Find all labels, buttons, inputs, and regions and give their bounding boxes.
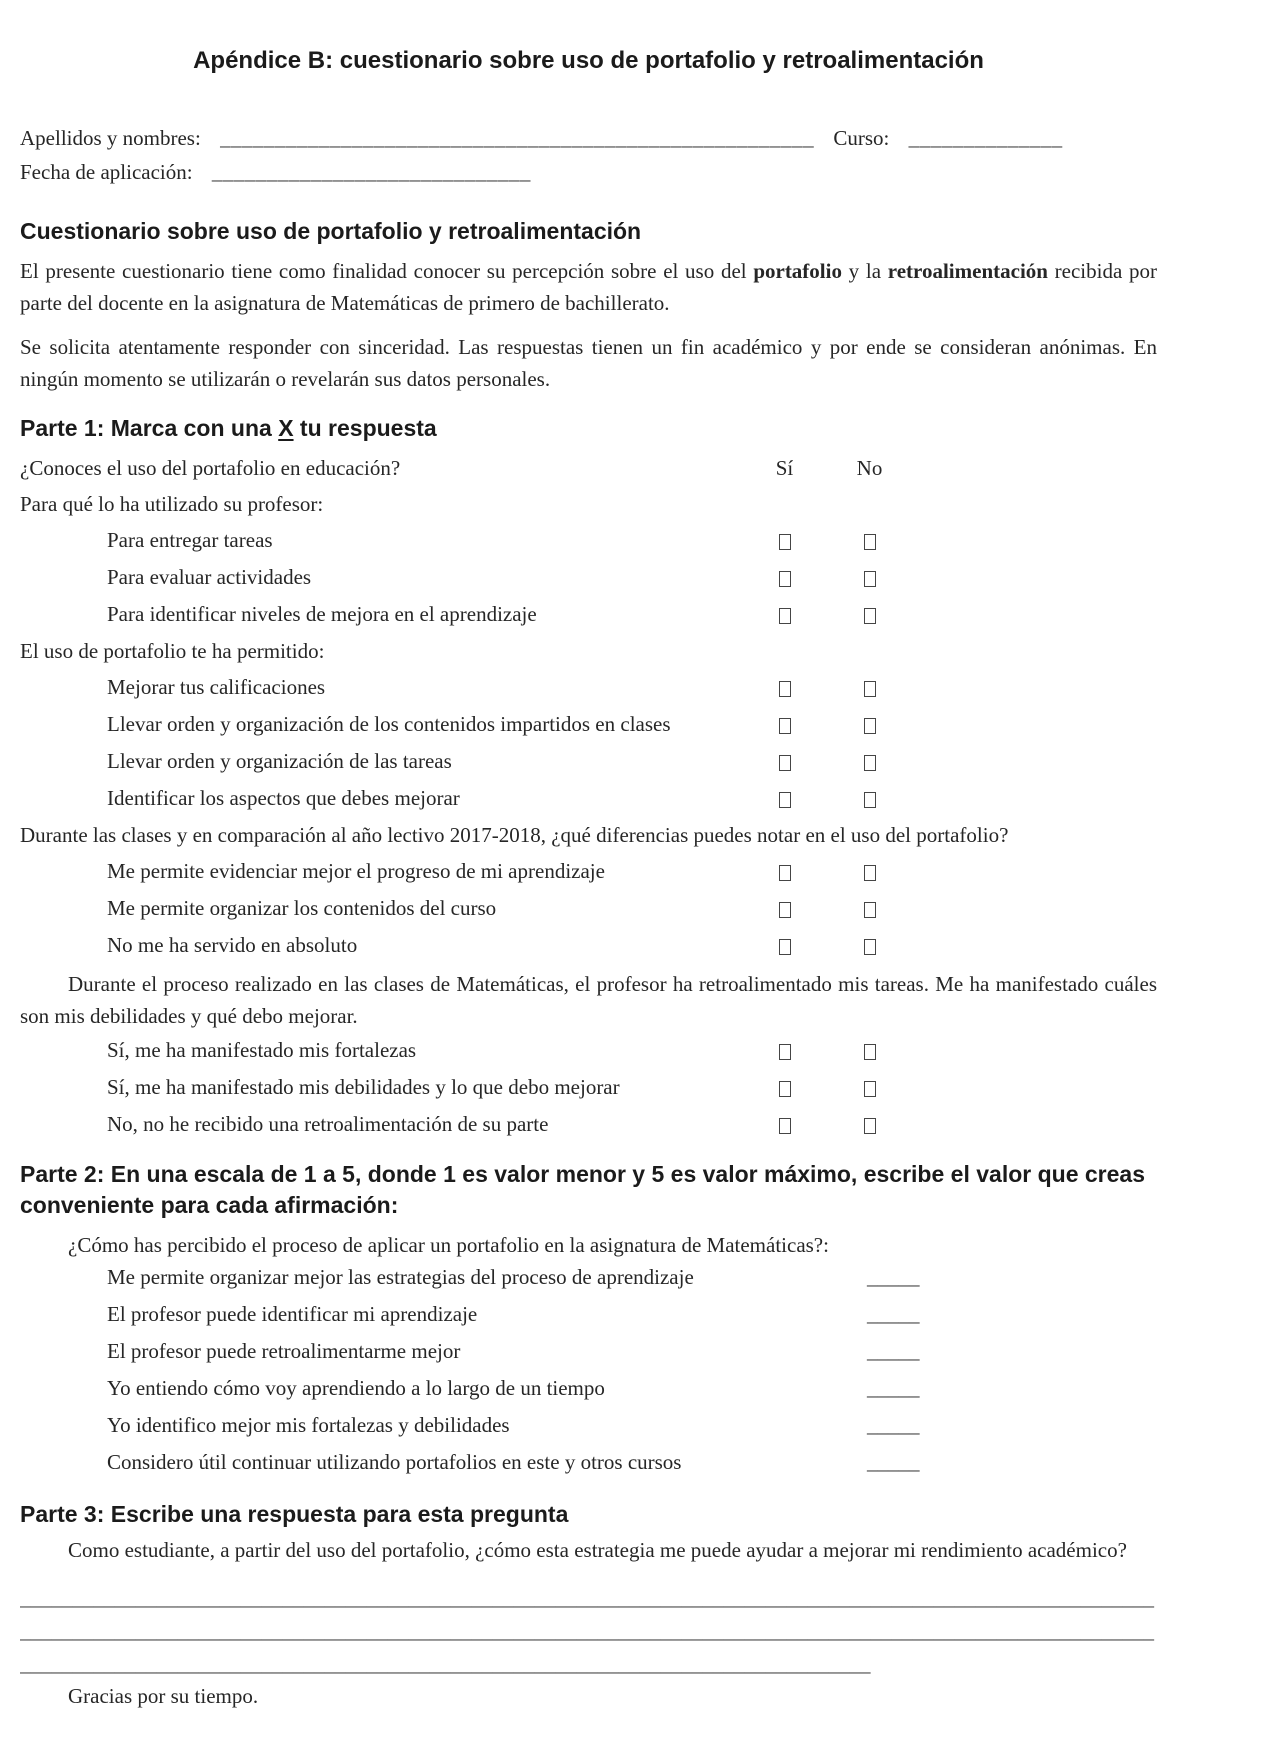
- no-column-header: No: [856, 455, 883, 480]
- question-row: [20, 1069, 1157, 1106]
- name-course-line: [20, 124, 1157, 152]
- yes-column-header: Sí: [775, 455, 794, 480]
- question-row: [20, 596, 1157, 633]
- part3-question-paragraph: Como estudiante, a partir del uso del portafolio, ¿cómo esta estrategia me puede ayudar a mejorar mi rendimiento académico?: [68, 1538, 1127, 1562]
- si-checkbox[interactable]: [779, 718, 791, 734]
- score-blank[interactable]: _____: [867, 1413, 920, 1437]
- answer-line[interactable]: ____________________________________________________________________________________________________________: [20, 1586, 1154, 1610]
- question-label: No me ha servido en absoluto: [107, 933, 358, 957]
- question-row: [20, 706, 1157, 743]
- no-checkbox[interactable]: [864, 792, 876, 808]
- question-label: Sí, me ha manifestado mis fortalezas: [107, 1038, 417, 1062]
- thanks-text: Gracias por su tiempo.: [68, 1684, 259, 1708]
- statement: El uso de portafolio te ha permitido:: [20, 638, 325, 663]
- question-row: [20, 669, 1157, 706]
- question-row: [20, 890, 1157, 927]
- question-row: [20, 853, 1157, 890]
- score-blank[interactable]: _____: [867, 1265, 920, 1289]
- scale-label: Me permite organizar mejor las estrategias del proceso de aprendizaje: [107, 1265, 694, 1289]
- si-checkbox[interactable]: [779, 534, 791, 550]
- si-checkbox[interactable]: [779, 608, 791, 624]
- si-checkbox[interactable]: [779, 755, 791, 771]
- question-row: [20, 927, 1157, 964]
- question-label: Para evaluar actividades: [107, 565, 312, 589]
- part1-feedback-paragraph: Durante el proceso realizado en las clases de Matemáticas, el profesor ha retroalimentado mis tareas. Me ha manifestado cuáles son mis debilidades y qué debo mejorar.: [20, 972, 1157, 1028]
- si-checkbox[interactable]: [779, 902, 791, 918]
- no-checkbox[interactable]: [864, 865, 876, 881]
- no-checkbox[interactable]: [864, 902, 876, 918]
- course-label: Curso:: [833, 126, 890, 150]
- bold-word-portafolio: portafolio: [753, 259, 842, 283]
- no-checkbox[interactable]: [864, 1044, 876, 1060]
- question-label: No, no he recibido una retroalimentación de su parte: [107, 1112, 549, 1136]
- si-checkbox[interactable]: [779, 865, 791, 881]
- scale-label: El profesor puede retroalimentarme mejor: [107, 1339, 461, 1363]
- no-checkbox[interactable]: [864, 534, 876, 550]
- question-row: [20, 559, 1157, 596]
- no-checkbox[interactable]: [864, 1081, 876, 1097]
- scale-row: [20, 1407, 1157, 1444]
- no-checkbox[interactable]: [864, 681, 876, 697]
- no-checkbox[interactable]: [864, 1118, 876, 1134]
- question-row: [20, 1106, 1157, 1143]
- part2-heading: Parte 2: En una escala de 1 a 5, donde 1 es valor menor y 5 es valor máximo, escribe el valor que creas conveniente para cada afirmación:: [20, 1161, 1145, 1218]
- score-blank[interactable]: _____: [867, 1339, 920, 1363]
- question-label: Me permite evidenciar mejor el progreso de mi aprendizaje: [107, 859, 605, 883]
- si-checkbox[interactable]: [779, 571, 791, 587]
- scale-label: El profesor puede identificar mi aprendizaje: [107, 1302, 478, 1326]
- question-row: [20, 743, 1157, 780]
- question-row: [20, 522, 1157, 559]
- question-label: Me permite organizar los contenidos del curso: [107, 896, 497, 920]
- bold-word-retroalimentacion: retroalimentación: [887, 259, 1048, 283]
- paragraph-text: recibida por parte del docente en la asignatura de Matemáticas de primero de bachillerato.: [20, 259, 1157, 315]
- part1-heading: [20, 413, 1157, 444]
- score-blank[interactable]: _____: [867, 1376, 920, 1400]
- date-label: Fecha de aplicación:: [20, 160, 193, 184]
- scale-label: Considero útil continuar utilizando portafolios en este y otros cursos: [107, 1450, 682, 1474]
- questionnaire-heading: Cuestionario sobre uso de portafolio y retroalimentación: [20, 218, 642, 244]
- scale-row: [20, 1259, 1157, 1296]
- paragraph-text: y la: [841, 259, 888, 283]
- si-checkbox[interactable]: [779, 1081, 791, 1097]
- answer-line[interactable]: _________________________________________________________________________________: [20, 1652, 871, 1676]
- heading-text: tu respuesta: [293, 415, 437, 441]
- intro-paragraph-1: [20, 255, 1157, 319]
- no-checkbox[interactable]: [864, 718, 876, 734]
- statement: Para qué lo ha utilizado su profesor:: [20, 491, 324, 516]
- scale-row: [20, 1444, 1157, 1481]
- question-row: [20, 1032, 1157, 1069]
- question-label: Sí, me ha manifestado mis debilidades y lo que debo mejorar: [107, 1075, 620, 1099]
- scale-row: [20, 1333, 1157, 1370]
- name-label: Apellidos y nombres:: [20, 126, 201, 150]
- date-line: [20, 158, 1157, 186]
- si-checkbox[interactable]: [779, 1118, 791, 1134]
- underlined-x: X: [278, 415, 294, 441]
- no-checkbox[interactable]: [864, 571, 876, 587]
- no-checkbox[interactable]: [864, 755, 876, 771]
- question-row: [20, 780, 1157, 817]
- score-blank[interactable]: _____: [867, 1450, 920, 1474]
- statement: Durante las clases y en comparación al año lectivo 2017-2018, ¿qué diferencias puedes notar en el uso del portafolio?: [20, 822, 1009, 847]
- question-label: Llevar orden y organización de las tareas: [107, 749, 452, 773]
- course-blank[interactable]: ______________: [908, 126, 1063, 150]
- answer-area: [20, 1582, 1157, 1681]
- intro-paragraph-2: Se solicita atentamente responder con sinceridad. Las respuestas tienen un fin académico y por ende se consideran anónimas. En ningún momento se utilizarán o revelarán sus datos personales.: [20, 335, 1157, 391]
- document-title: Apéndice B: cuestionario sobre uso de portafolio y retroalimentación: [193, 47, 984, 74]
- question-label: Identificar los aspectos que debes mejorar: [107, 786, 460, 810]
- question-label: Mejorar tus calificaciones: [107, 675, 326, 699]
- si-checkbox[interactable]: [779, 681, 791, 697]
- part2-intro-question: ¿Cómo has percibido el proceso de aplicar un portafolio en la asignatura de Matemáticas?:: [68, 1233, 829, 1257]
- scale-row: [20, 1296, 1157, 1333]
- question-text: ¿Conoces el uso del portafolio en educación?: [20, 455, 401, 480]
- yes-no-header-row: [20, 450, 1157, 486]
- si-checkbox[interactable]: [779, 792, 791, 808]
- si-checkbox[interactable]: [779, 1044, 791, 1060]
- scale-label: Yo entiendo cómo voy aprendiendo a lo largo de un tiempo: [107, 1376, 605, 1400]
- scale-label: Yo identifico mejor mis fortalezas y debilidades: [107, 1413, 510, 1437]
- question-label: Llevar orden y organización de los contenidos impartidos en clases: [107, 712, 671, 736]
- si-checkbox[interactable]: [779, 939, 791, 955]
- no-checkbox[interactable]: [864, 608, 876, 624]
- question-label: Para identificar niveles de mejora en el aprendizaje: [107, 602, 537, 626]
- no-checkbox[interactable]: [864, 939, 876, 955]
- heading-text: Parte 1: Marca con una: [20, 415, 279, 441]
- paragraph-text: El presente cuestionario tiene como finalidad conocer su percepción sobre el uso del: [20, 259, 754, 283]
- score-blank[interactable]: _____: [867, 1302, 920, 1326]
- name-blank[interactable]: ______________________________________________________: [220, 126, 815, 150]
- part3-heading: Parte 3: Escribe una respuesta para esta pregunta: [20, 1501, 569, 1527]
- answer-line[interactable]: ____________________________________________________________________________________________________________: [20, 1619, 1154, 1643]
- question-label: Para entregar tareas: [107, 528, 273, 552]
- date-blank[interactable]: _____________________________: [211, 160, 531, 184]
- scale-row: [20, 1370, 1157, 1407]
